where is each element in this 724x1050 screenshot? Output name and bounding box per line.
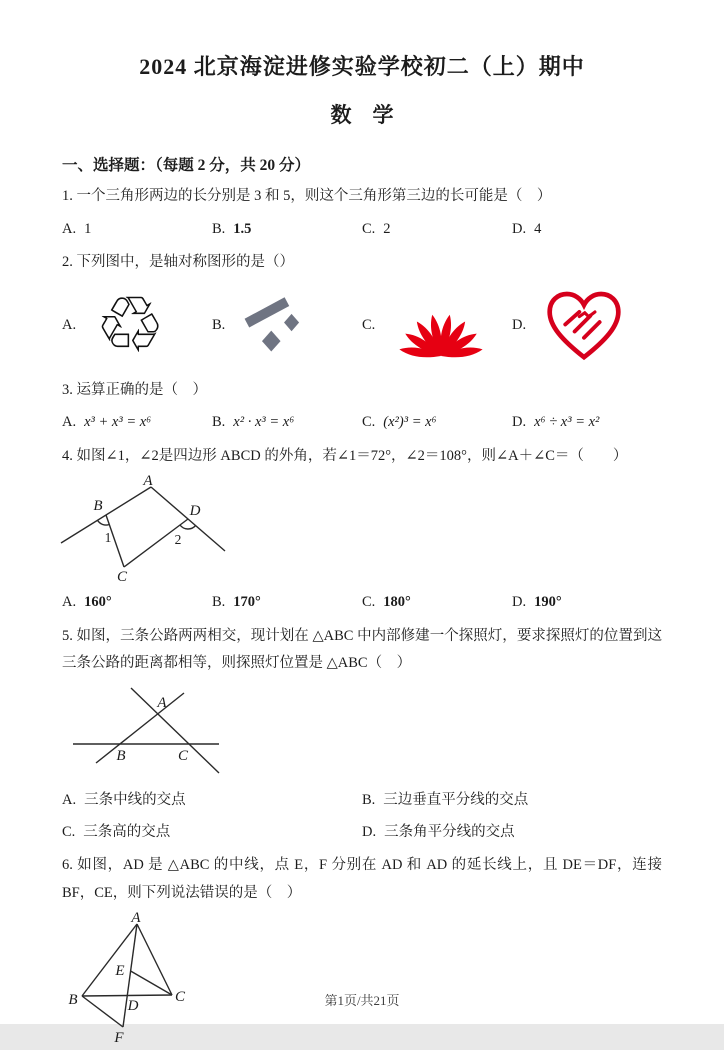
option-value: 三条角平分线的交点: [384, 824, 515, 841]
option-label: C.: [362, 414, 376, 431]
figure-label-F: F: [114, 1030, 124, 1047]
q5-option-a: [62, 789, 362, 812]
q2-option-d: [512, 290, 662, 362]
q4-option-b: [212, 589, 362, 617]
q1-option-c: [362, 216, 512, 244]
q5-three-roads-figure: [66, 683, 226, 783]
option-value: 160°: [84, 594, 112, 611]
q2-option-c: [362, 290, 512, 362]
option-value: 1: [84, 220, 92, 237]
q4-option-c: [362, 589, 512, 617]
option-label: A.: [62, 316, 77, 333]
option-value: x⁶ ÷ x³ = x²: [534, 414, 600, 431]
option-value: 170°: [233, 594, 261, 611]
figure-label-A: A: [157, 694, 167, 711]
q1-option-d: [512, 216, 662, 244]
option-label: B.: [212, 594, 226, 611]
option-label: C.: [62, 824, 76, 841]
option-value: x² · x³ = x⁶: [233, 414, 295, 431]
q2-option-b: [212, 297, 362, 355]
option-value: (x²)³ = x⁶: [383, 414, 437, 431]
option-label: D.: [512, 316, 527, 333]
q5-option-c: [62, 821, 362, 844]
question-3-text: 3. 运算正确的是（ ）: [62, 381, 207, 398]
option-label: D.: [362, 824, 377, 841]
section-heading: 一、选择题：（每题 2 分，共 20 分）: [62, 157, 311, 174]
gray-diamond-shapes: [245, 297, 300, 351]
huawei-logo-icon: [394, 290, 488, 362]
figure-label-angle1: 1: [104, 530, 112, 546]
figure-label-D: D: [189, 503, 201, 520]
figure-label-B: B: [116, 747, 126, 764]
option-label: D.: [512, 220, 527, 237]
option-value: x³ + x³ = x⁶: [84, 414, 152, 431]
option-value: 三条中线的交点: [84, 791, 186, 808]
figure-label-B: B: [93, 498, 103, 515]
option-label: B.: [212, 220, 226, 237]
option-label: C.: [362, 594, 376, 611]
q3-option-a: [62, 409, 212, 437]
figure-label-angle2: 2: [174, 532, 182, 548]
question-1-text: 1. 一个三角形两边的长分别是 3 和 5，则这个三角形第三边的长可能是（ ）: [62, 188, 552, 204]
huawei-petals: [399, 314, 484, 360]
q5-option-d: [362, 821, 662, 844]
gray-diamond-logo-icon: [244, 297, 302, 355]
q4-options: [62, 589, 662, 617]
q1-option-a: [62, 216, 212, 244]
question-2-text: 2. 下列图中，是轴对称图形的是（）: [62, 254, 294, 271]
figure-label-C: C: [177, 747, 189, 764]
heart-handshake-shapes: [550, 294, 619, 357]
recycling-icon: ♲: [95, 280, 166, 371]
figure-label-D: D: [127, 998, 139, 1015]
option-label: A.: [62, 594, 77, 611]
option-label: D.: [512, 594, 527, 611]
question-6-text: 6. 如图，AD 是 △ABC 的中线，点 E，F 分别在 AD 和 AD 的延长线上，且 DE＝DF，连接 BF，CE，则下列说法错误的是（ ）: [62, 857, 662, 901]
q3-option-d: [512, 409, 662, 437]
heart-handshake-icon: [545, 290, 623, 362]
option-label: A.: [62, 791, 77, 808]
option-value: 2: [383, 220, 391, 237]
option-value: 1.5: [233, 220, 252, 237]
option-value: 180°: [383, 594, 411, 611]
q3-options: [62, 409, 662, 437]
q2-option-a: [62, 280, 212, 371]
q4-quadrilateral-figure: [56, 475, 246, 585]
page-indicator: 第1页/共21页: [324, 993, 400, 1008]
figure-label-A: A: [131, 910, 141, 927]
q4-figure-lines: [61, 487, 225, 567]
option-label: A.: [62, 220, 77, 237]
subject-title: 数 学: [330, 103, 394, 127]
question-4-text: 4. 如图∠1，∠2是四边形 ABCD 的外角，若∠1＝72°，∠2＝108°，则∠A＋∠C＝（ ）: [62, 447, 628, 464]
figure-label-A: A: [143, 473, 153, 490]
q5-figure-lines: [73, 688, 219, 773]
option-label: A.: [62, 414, 77, 431]
q2-options: [62, 280, 662, 371]
q3-option-b: [212, 409, 362, 437]
option-label: D.: [512, 414, 527, 431]
q4-option-a: [62, 589, 212, 617]
figure-label-C: C: [116, 569, 128, 586]
q5-options: [62, 789, 662, 844]
page-title: 2024 北京海淀进修实验学校初二（上）期中: [139, 54, 585, 79]
q1-option-b: [212, 216, 362, 244]
option-value: 三边垂直平分线的交点: [383, 791, 529, 808]
q5-option-b: [362, 789, 662, 812]
figure-label-E: E: [115, 963, 125, 980]
option-label: C.: [362, 316, 376, 333]
question-5-text: 5. 如图，三条公路两两相交，现计划在 △ABC 中内部修建一个探照灯，要求探照灯的位置到这三条公路的距离都相等，则探照灯位置是 △ABC（ ）: [62, 627, 662, 672]
q1-options: [62, 216, 662, 244]
option-label: B.: [362, 791, 376, 808]
option-label: B.: [212, 414, 226, 431]
option-value: 三条高的交点: [83, 824, 171, 841]
q4-option-d: [512, 589, 662, 617]
option-label: C.: [362, 220, 376, 237]
q6-median-triangle-figure: [57, 912, 222, 1050]
q3-option-c: [362, 409, 512, 437]
figure-label-B: B: [68, 992, 78, 1009]
option-value: 4: [534, 220, 542, 237]
option-value: 190°: [534, 594, 562, 611]
option-label: B.: [212, 316, 226, 333]
figure-label-C: C: [174, 989, 186, 1006]
